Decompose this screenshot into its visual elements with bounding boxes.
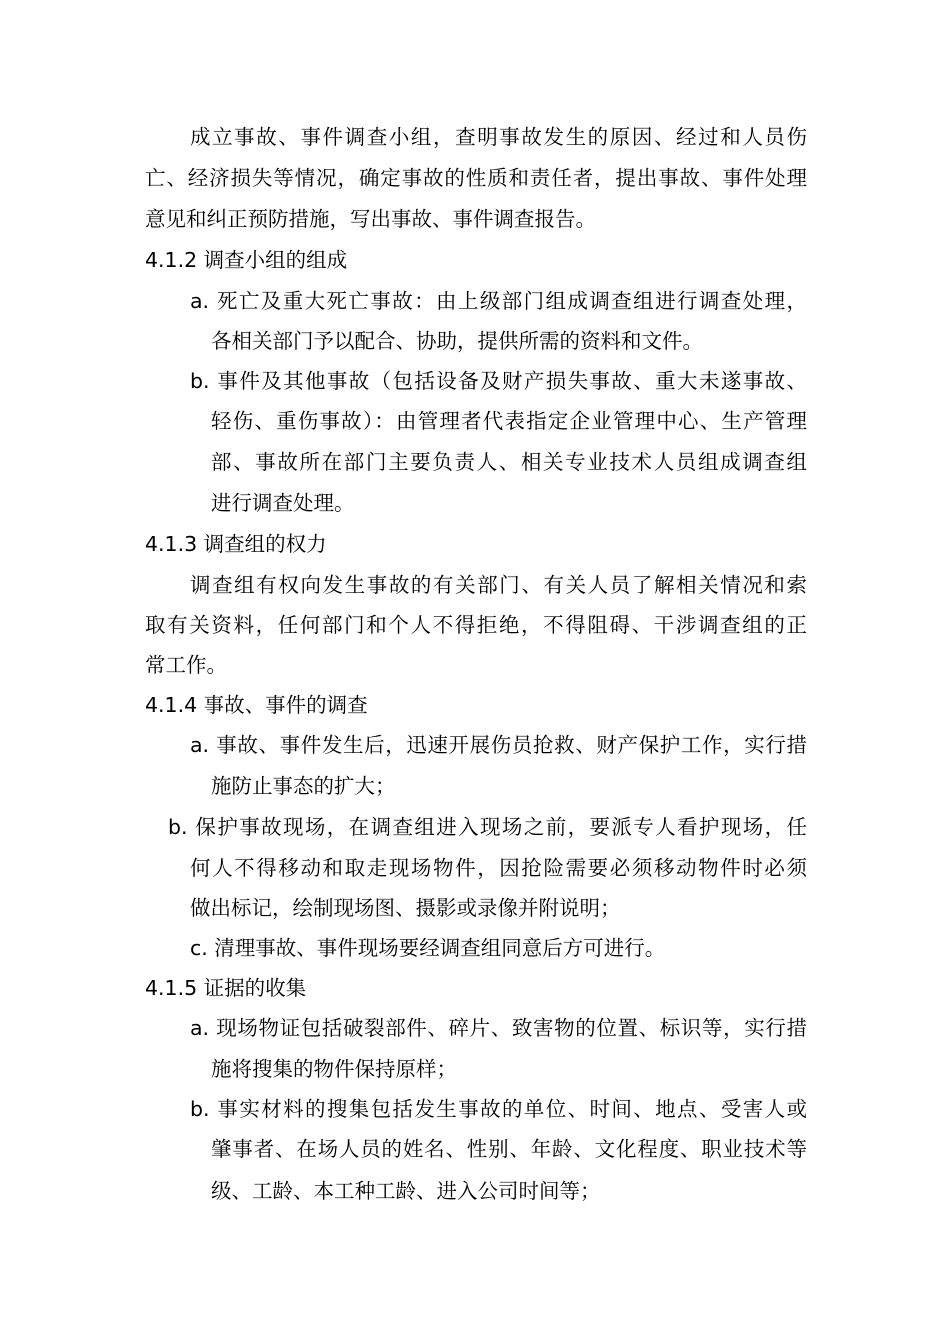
item-415-a-line-2: 施将搜集的物件保持原样； bbox=[211, 1057, 457, 1081]
item-412-b-line-4: 进行调查处理。 bbox=[211, 491, 355, 515]
intro-line-2: 亡、经济损失等情况，确定事故的性质和责任者，提出事故、事件处理 bbox=[145, 166, 807, 190]
item-412-b-line-1: b. 事件及其他事故（包括设备及财产损失事故、重大未遂事故、 bbox=[190, 369, 807, 393]
item-415-a-line-1: a. 现场物证包括破裂部件、碎片、致害物的位置、标识等，实行措 bbox=[190, 1016, 807, 1040]
intro-line-1: 成立事故、事件调查小组，查明事故发生的原因、经过和人员伤 bbox=[190, 125, 807, 149]
section-heading-4-1-2: 4.1.2 调查小组的组成 bbox=[145, 248, 348, 272]
section-heading-4-1-4: 4.1.4 事故、事件的调查 bbox=[145, 693, 368, 717]
item-412-a-line-1: a. 死亡及重大死亡事故：由上级部门组成调查组进行调查处理， bbox=[190, 289, 807, 313]
s413-line-1: 调查组有权向发生事故的有关部门、有关人员了解相关情况和索 bbox=[190, 573, 807, 597]
item-414-b-line-3: 做出标记，绘制现场图、摄影或录像并附说明； bbox=[190, 896, 621, 920]
item-412-a-line-2: 各相关部门予以配合、协助，提供所需的资料和文件。 bbox=[211, 329, 703, 353]
section-heading-4-1-5: 4.1.5 证据的收集 bbox=[145, 976, 307, 1000]
item-415-b-line-3: 级、工龄、本工种工龄、进入公司时间等； bbox=[211, 1179, 601, 1203]
item-414-a-line-2: 施防止事态的扩大； bbox=[211, 774, 396, 798]
item-415-b-line-1: b. 事实材料的搜集包括发生事故的单位、时间、地点、受害人或 bbox=[190, 1097, 807, 1121]
item-414-b-line-1: b. 保护事故现场，在调查组进入现场之前，要派专人看护现场，任 bbox=[168, 815, 807, 839]
s413-line-3: 常工作。 bbox=[145, 653, 227, 677]
item-414-a-line-1: a. 事故、事件发生后，迅速开展伤员抢救、财产保护工作，实行措 bbox=[190, 733, 807, 757]
s413-line-2: 取有关资料，任何部门和个人不得拒绝，不得阻碍、干涉调查组的正 bbox=[145, 613, 807, 637]
item-414-c-line-1: c. 清理事故、事件现场要经调查组同意后方可进行。 bbox=[190, 936, 666, 960]
item-412-b-line-3: 部、事故所在部门主要负责人、相关专业技术人员组成调查组 bbox=[211, 450, 807, 474]
intro-line-3: 意见和纠正预防措施，写出事故、事件调查报告。 bbox=[145, 207, 596, 231]
item-412-b-line-2: 轻伤、重伤事故）：由管理者代表指定企业管理中心、生产管理 bbox=[211, 409, 807, 433]
item-415-b-line-2: 肇事者、在场人员的姓名、性别、年龄、文化程度、职业技术等 bbox=[211, 1137, 807, 1161]
item-414-b-line-2: 何人不得移动和取走现场物件，因抢险需要必须移动物件时必须 bbox=[190, 856, 807, 880]
section-heading-4-1-3: 4.1.3 调查组的权力 bbox=[145, 532, 327, 556]
